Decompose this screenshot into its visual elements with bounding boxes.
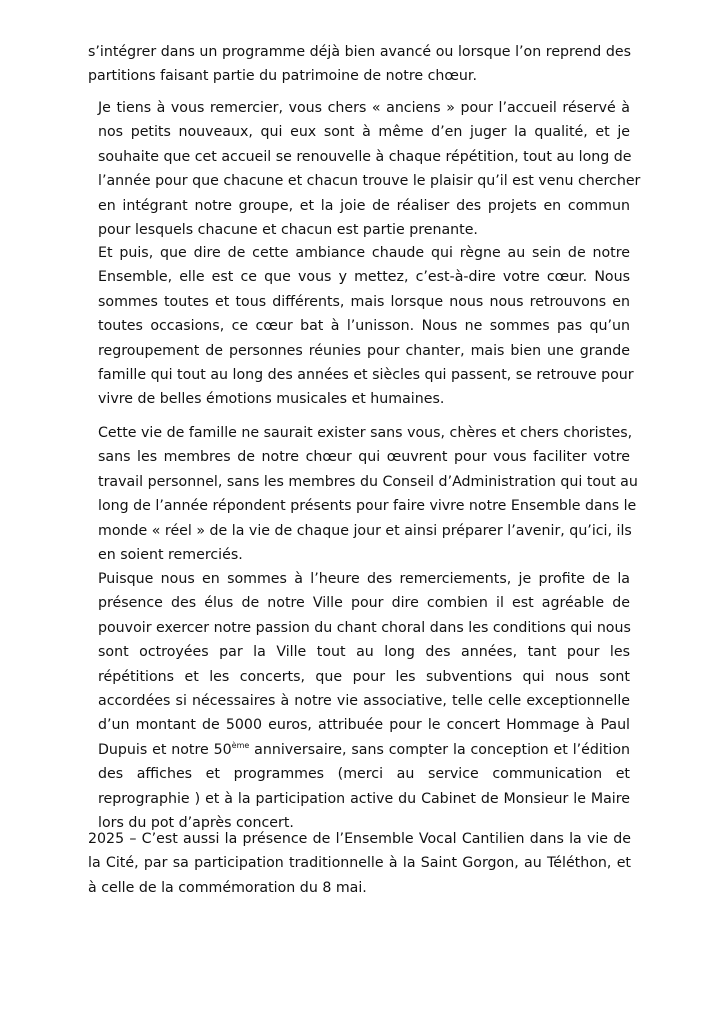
text-line: Cette vie de famille ne saurait exister sans vous, chères et chers choristes, <box>98 425 633 441</box>
text-line: travail personnel, sans les membres du Conseil d’Administration qui tout au <box>98 473 638 490</box>
text-line: toutes occasions, ce cœur bat à l’unisson. Nous ne sommes pas qu’un <box>98 318 630 335</box>
paragraph-ambiance <box>98 241 634 412</box>
paragraph-family-life <box>98 421 638 567</box>
text-line: accordées si nécessaires à notre vie associative, telle celle exceptionnelle <box>98 693 630 710</box>
text-line: regroupement de personnes réunies pour chanter, mais bien une grande <box>98 342 630 359</box>
paragraph-choir-repertoire <box>88 40 631 89</box>
text-line: souhaite que cet accueil se renouvelle à chaque répétition, tout au long de <box>98 148 632 165</box>
ordinal-superscript: ème <box>231 740 250 750</box>
paragraph-thanks-elders <box>98 96 641 242</box>
text-line: partitions faisant partie du patrimoine de notre chœur. <box>88 68 477 85</box>
text-line: répétitions et les concerts, que pour les subventions qui nous sont <box>98 668 630 685</box>
text-line: sans les membres de notre chœur qui œuvrent pour vous faciliter votre <box>98 449 630 466</box>
text-line: lors du pot d’après concert. <box>98 815 294 832</box>
paragraph-2025-city-life <box>88 827 631 900</box>
text-line: 2025 – C’est aussi la présence de l’Ensemble Vocal Cantilien dans la vie de <box>88 831 631 847</box>
text-line: reprographie ) et à la participation active du Cabinet de Monsieur le Maire <box>98 790 630 807</box>
text-line: en intégrant notre groupe, et la joie de réaliser des projets en commun <box>98 197 630 214</box>
text-line: long de l’année répondent présents pour faire vivre notre Ensemble dans le <box>98 498 637 515</box>
text-line: l’année pour que chacune et chacun trouve le plaisir qu’il est venu chercher <box>98 173 641 190</box>
text-line: nos petits nouveaux, qui eux sont à même d’en juger la qualité, et je <box>98 124 630 141</box>
text-line: à celle de la commémoration du 8 mai. <box>88 879 367 896</box>
text-line: la Cité, par sa participation traditionnelle à la Saint Gorgon, au Téléthon, et <box>88 855 631 872</box>
text-line: sont octroyées par la Ville tout au long des années, tant pour les <box>98 644 630 661</box>
text-line: Je tiens à vous remercier, vous chers « anciens » pour l’accueil réservé à <box>98 100 630 116</box>
text-line: en soient remerciés. <box>98 547 243 564</box>
text-line: sommes toutes et tous différents, mais lorsque nous nous retrouvons en <box>98 293 630 310</box>
text-line: des affiches et programmes (merci au service communication et <box>98 766 630 783</box>
text-line: présence des élus de notre Ville pour dire combien il est agréable de <box>98 595 630 612</box>
text-line: s’intégrer dans un programme déjà bien avancé ou lorsque l’on reprend des <box>88 44 631 60</box>
text-line: Ensemble, elle est ce que vous y mettez, c’est-à-dire votre cœur. Nous <box>98 269 630 286</box>
anniversary-text-start: Dupuis et notre 50 <box>98 741 232 758</box>
text-line: d’un montant de 5000 euros, attribuée pour le concert Hommage à Paul <box>98 717 630 734</box>
anniversary-text-end: anniversaire, sans compter la conception et l’édition <box>249 741 630 758</box>
text-line: Puisque nous en sommes à l’heure des remerciements, je profite de la <box>98 571 630 587</box>
paragraph-thanks-city <box>98 567 630 835</box>
text-line: pour lesquels chacune et chacun est partie prenante. <box>98 222 478 239</box>
text-line: vivre de belles émotions musicales et humaines. <box>98 391 445 408</box>
text-line-anniversary <box>98 738 630 762</box>
text-line: monde « réel » de la vie de chaque jour et ainsi préparer l’avenir, qu’ici, ils <box>98 522 632 539</box>
text-line: pouvoir exercer notre passion du chant choral dans les conditions qui nous <box>98 619 631 636</box>
text-line: Et puis, que dire de cette ambiance chaude qui règne au sein de notre <box>98 245 630 261</box>
text-line: famille qui tout au long des années et siècles qui passent, se retrouve pour <box>98 367 634 384</box>
